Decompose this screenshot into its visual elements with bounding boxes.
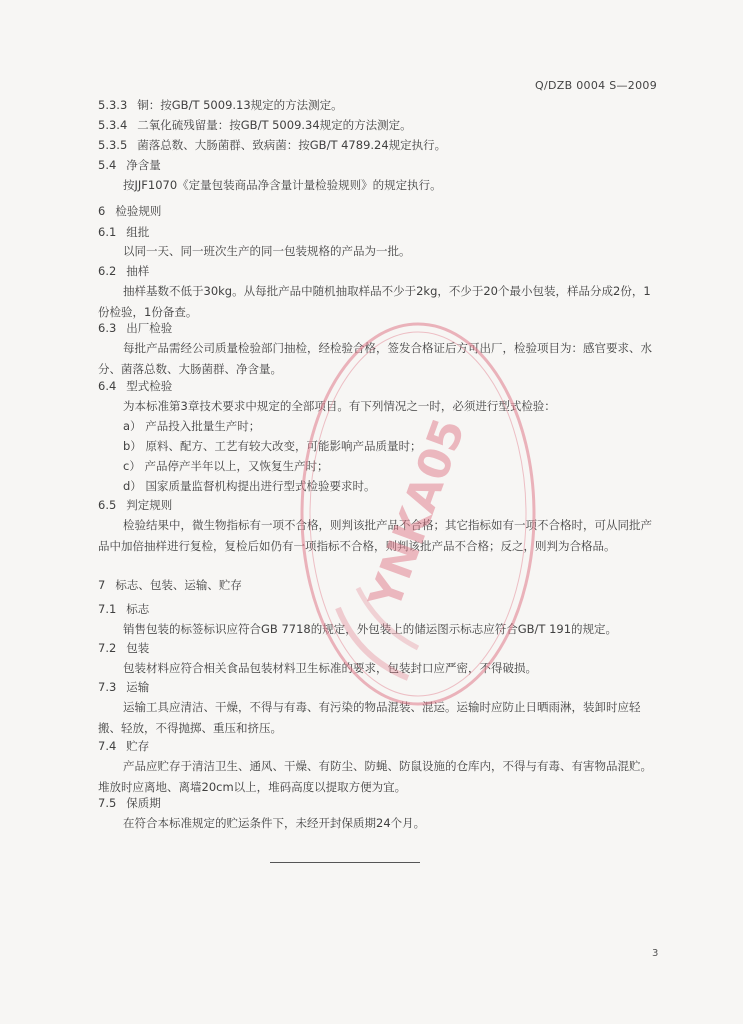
heading-number: 6.4 [98, 379, 117, 393]
clause-5-3-3 [98, 98, 343, 113]
paragraph-7-4: 产品应贮存于清洁卫生、通风、干燥、有防尘、防蝇、防鼠设施的仓库内，不得与有毒、有害物品混贮。堆放时应离地、离墙20cm以上，堆码高度以提取方便为宜。 [98, 759, 652, 794]
heading-number: 6.3 [98, 321, 117, 335]
heading-number: 6.2 [98, 264, 117, 278]
paragraph-7-3: 运输工具应清洁、干燥，不得与有毒、有污染的物品混装、混运。运输时应防止日晒雨淋，装卸时应轻搬、轻放，不得抛掷、重压和挤压。 [98, 700, 641, 735]
heading-text: 型式检验 [126, 379, 173, 393]
heading-text: 净含量 [126, 158, 161, 172]
clause-5-3-4 [98, 118, 412, 133]
clause-number: 5.3.3 [98, 98, 128, 112]
list-item-a: a） 产品投入批量生产时； [123, 419, 261, 433]
heading-number: 6.5 [98, 498, 117, 512]
heading-text: 判定规则 [126, 498, 173, 512]
paragraph-7-5: 在符合本标准规定的贮运条件下，未经开封保质期24个月。 [123, 816, 426, 830]
paragraph-6-2: 抽样基数不低于30kg。从每批产品中随机抽取样品不少于2kg，不少于20个最小包装，样品分成2份，1份检验，1份备查。 [98, 284, 651, 319]
heading-number: 7 [98, 578, 106, 592]
heading-6 [98, 204, 161, 219]
paragraph-7-2: 包装材料应符合相关食品包装材料卫生标准的要求，包装封口应严密，不得破损。 [123, 661, 537, 675]
heading-7-4 [98, 739, 149, 754]
heading-number: 7.5 [98, 796, 117, 810]
heading-6-1 [98, 225, 149, 240]
list-item-c: c） 产品停产半年以上，又恢复生产时； [123, 459, 329, 473]
heading-number: 5.4 [98, 158, 117, 172]
clause-text: 菌落总数、大肠菌群、致病菌：按GB/T 4789.24规定执行。 [137, 138, 447, 152]
page-number: 3 [652, 948, 659, 959]
heading-text: 保质期 [126, 796, 161, 810]
heading-text: 抽样 [126, 264, 150, 278]
heading-text: 贮存 [126, 739, 150, 753]
heading-6-3 [98, 321, 172, 336]
clause-text: 二氧化硫残留量：按GB/T 5009.34规定的方法测定。 [137, 118, 412, 132]
heading-7 [98, 578, 242, 593]
heading-7-1 [98, 602, 149, 617]
end-divider [270, 862, 420, 863]
heading-text: 组批 [126, 225, 150, 239]
paragraph-6-5: 检验结果中，微生物指标有一项不合格，则判该批产品不合格；其它指标如有一项不合格时，可从同批产品中加倍抽样进行复检，复检后如仍有一项指标不合格，则判该批产品不合格；反之，则判为合格品。 [98, 518, 652, 553]
heading-text: 标志 [126, 602, 150, 616]
clause-number: 5.3.5 [98, 138, 128, 152]
heading-text: 包装 [126, 641, 150, 655]
clause-text: 铜：按GB/T 5009.13规定的方法测定。 [137, 98, 343, 112]
paragraph-6-1: 以同一天、同一班次生产的同一包装规格的产品为一批。 [123, 244, 411, 258]
list-item-b: b） 原料、配方、工艺有较大改变，可能影响产品质量时； [123, 439, 422, 453]
document-code: Q/DZB 0004 S—2009 [535, 79, 657, 92]
heading-text: 标志、包装、运输、贮存 [115, 578, 242, 592]
heading-number: 7.4 [98, 739, 117, 753]
heading-number: 7.1 [98, 602, 117, 616]
clause-5-3-5 [98, 138, 446, 153]
heading-7-2 [98, 641, 149, 656]
paragraph-6-4: 为本标准第3章技术要求中规定的全部项目。有下列情况之一时，必须进行型式检验： [123, 399, 556, 413]
list-item-d: d） 国家质量监督机构提出进行型式检验要求时。 [123, 479, 376, 493]
heading-text: 出厂检验 [126, 321, 173, 335]
heading-6-4 [98, 379, 172, 394]
heading-5-4 [98, 158, 161, 173]
svg-text:YNKA05: YNKA05 [359, 412, 476, 616]
heading-6-2 [98, 264, 149, 279]
paragraph-6-3: 每批产品需经公司质量检验部门抽检，经检验合格，签发合格证后方可出厂，检验项目为：感官要求、水分、菌落总数、大肠菌群、净含量。 [98, 341, 652, 376]
heading-number: 7.2 [98, 641, 117, 655]
paragraph-7-1: 销售包装的标签标识应符合GB 7718的规定，外包装上的储运图示标志应符合GB/T 191的规定。 [123, 622, 618, 636]
heading-text: 运输 [126, 680, 150, 694]
paragraph-5-4: 按JJF1070《定量包装商品净含量计量检验规则》的规定执行。 [123, 178, 442, 192]
heading-number: 7.3 [98, 680, 117, 694]
clause-number: 5.3.4 [98, 118, 128, 132]
heading-number: 6.1 [98, 225, 117, 239]
heading-7-5 [98, 796, 161, 811]
heading-6-5 [98, 498, 172, 513]
heading-text: 检验规则 [115, 204, 162, 218]
heading-number: 6 [98, 204, 106, 218]
heading-7-3 [98, 680, 149, 695]
